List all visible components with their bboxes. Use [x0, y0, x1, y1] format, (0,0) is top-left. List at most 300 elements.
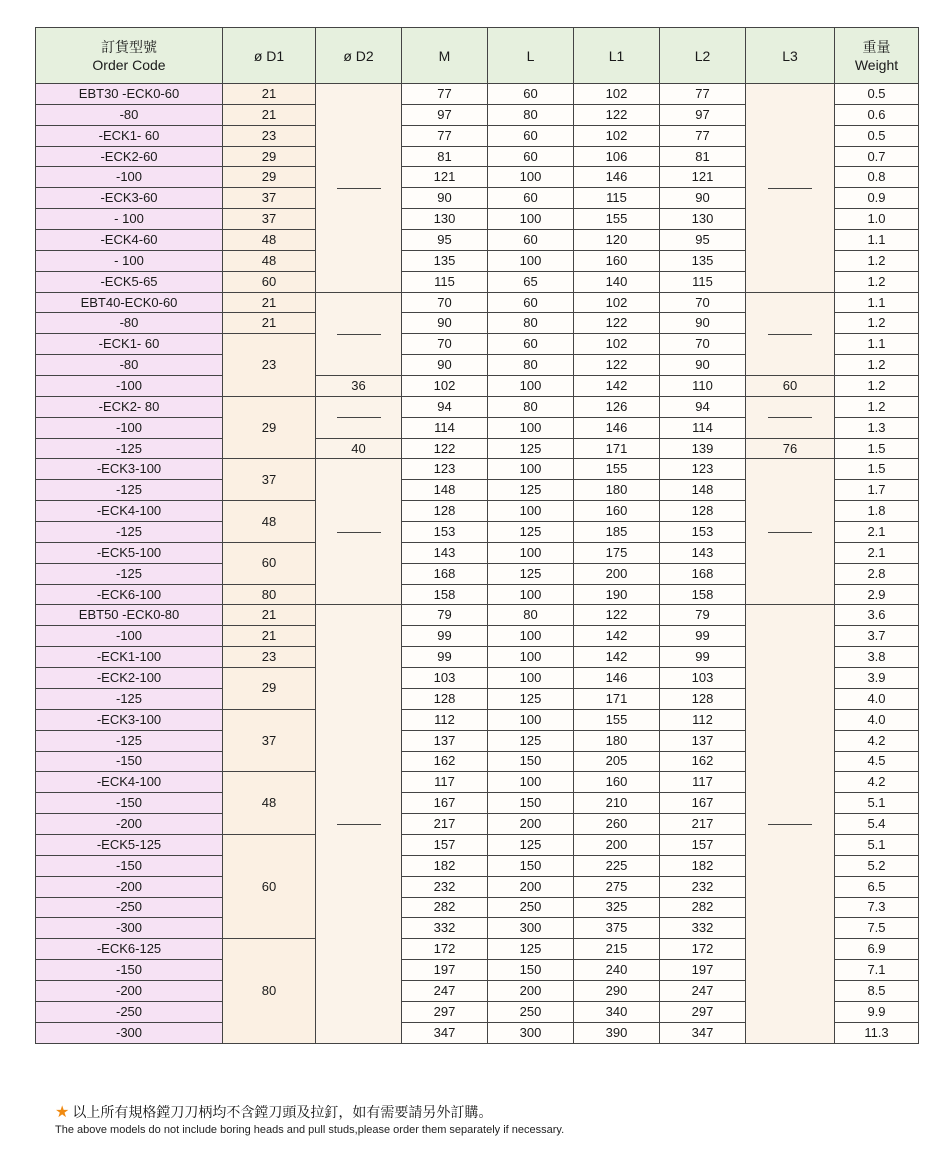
l2-cell: 162 — [660, 751, 746, 772]
m-cell: 182 — [402, 855, 488, 876]
m-cell: 122 — [402, 438, 488, 459]
weight-cell: 4.0 — [835, 688, 919, 709]
l2-cell: 157 — [660, 834, 746, 855]
m-cell: 130 — [402, 209, 488, 230]
l1-cell: 122 — [574, 355, 660, 376]
weight-cell: 5.1 — [835, 793, 919, 814]
l3-cell: 76 — [746, 438, 835, 459]
order-code-cell: -ECK1-100 — [36, 647, 223, 668]
l-cell: 80 — [488, 355, 574, 376]
header-weight-zh: 重量 — [862, 38, 891, 55]
table-row — [36, 376, 919, 397]
m-cell: 332 — [402, 918, 488, 939]
weight-cell: 1.2 — [835, 250, 919, 271]
order-code-cell: -200 — [36, 814, 223, 835]
m-cell: 217 — [402, 814, 488, 835]
l2-cell: 197 — [660, 960, 746, 981]
l2-cell: 95 — [660, 230, 746, 251]
l-cell: 60 — [488, 188, 574, 209]
table-row — [36, 459, 919, 480]
l2-cell: 137 — [660, 730, 746, 751]
l2-cell: 112 — [660, 709, 746, 730]
m-cell: 115 — [402, 271, 488, 292]
weight-cell: 0.7 — [835, 146, 919, 167]
d1-cell: 48 — [223, 772, 316, 835]
table-row — [36, 84, 919, 105]
order-code-cell: -125 — [36, 480, 223, 501]
weight-cell: 1.2 — [835, 396, 919, 417]
m-cell: 103 — [402, 668, 488, 689]
weight-cell: 1.3 — [835, 417, 919, 438]
l1-cell: 180 — [574, 480, 660, 501]
l2-cell: 123 — [660, 459, 746, 480]
d1-cell: 21 — [223, 605, 316, 626]
m-cell: 143 — [402, 542, 488, 563]
weight-cell: 1.8 — [835, 501, 919, 522]
d2-cell — [316, 459, 402, 605]
m-cell: 117 — [402, 772, 488, 793]
l2-cell: 114 — [660, 417, 746, 438]
header-weight — [835, 28, 919, 84]
m-cell: 153 — [402, 522, 488, 543]
weight-cell: 9.9 — [835, 1001, 919, 1022]
weight-cell: 3.9 — [835, 668, 919, 689]
l1-cell: 122 — [574, 605, 660, 626]
l-cell: 150 — [488, 751, 574, 772]
l-cell: 200 — [488, 814, 574, 835]
l-cell: 80 — [488, 396, 574, 417]
l1-cell: 142 — [574, 647, 660, 668]
m-cell: 99 — [402, 626, 488, 647]
header-order-code-zh: 訂貨型號 — [101, 38, 157, 55]
m-cell: 297 — [402, 1001, 488, 1022]
l2-cell: 130 — [660, 209, 746, 230]
l1-cell: 290 — [574, 980, 660, 1001]
m-cell: 232 — [402, 876, 488, 897]
order-code-cell: -ECK5-100 — [36, 542, 223, 563]
l2-cell: 77 — [660, 84, 746, 105]
l2-cell: 94 — [660, 396, 746, 417]
d1-cell: 21 — [223, 313, 316, 334]
l1-cell: 146 — [574, 417, 660, 438]
l2-cell: 282 — [660, 897, 746, 918]
l2-cell: 148 — [660, 480, 746, 501]
l-cell: 60 — [488, 334, 574, 355]
l1-cell: 180 — [574, 730, 660, 751]
order-code-cell: -300 — [36, 1022, 223, 1043]
m-cell: 347 — [402, 1022, 488, 1043]
order-code-cell: -150 — [36, 960, 223, 981]
l1-cell: 102 — [574, 292, 660, 313]
dash-placeholder — [337, 824, 381, 825]
l2-cell: 172 — [660, 939, 746, 960]
header-row — [36, 28, 919, 84]
l1-cell: 122 — [574, 104, 660, 125]
order-code-cell: -250 — [36, 1001, 223, 1022]
d2-cell — [316, 292, 402, 375]
dash-placeholder — [337, 334, 381, 335]
d1-cell: 29 — [223, 396, 316, 459]
l-cell: 150 — [488, 960, 574, 981]
order-code-cell: -150 — [36, 855, 223, 876]
l2-cell: 182 — [660, 855, 746, 876]
l-cell: 150 — [488, 793, 574, 814]
order-code-cell: -ECK1- 60 — [36, 334, 223, 355]
order-code-cell: -ECK2- 80 — [36, 396, 223, 417]
d1-cell: 21 — [223, 292, 316, 313]
l1-cell: 142 — [574, 626, 660, 647]
order-code-cell: -125 — [36, 688, 223, 709]
l-cell: 125 — [488, 730, 574, 751]
d2-cell — [316, 605, 402, 1043]
m-cell: 90 — [402, 355, 488, 376]
footnote-zh-text: 以上所有規格鏜刀刀柄均不含鏜刀頭及拉釘，如有需要請另外訂購。 — [72, 1105, 493, 1121]
order-code-cell: EBT40-ECK0-60 — [36, 292, 223, 313]
header-d1: ø D1 — [223, 28, 316, 84]
l1-cell: 390 — [574, 1022, 660, 1043]
l1-cell: 120 — [574, 230, 660, 251]
order-code-cell: -100 — [36, 626, 223, 647]
d2-cell: 36 — [316, 376, 402, 397]
l2-cell: 90 — [660, 313, 746, 334]
l2-cell: 77 — [660, 125, 746, 146]
l2-cell: 167 — [660, 793, 746, 814]
l1-cell: 200 — [574, 563, 660, 584]
m-cell: 77 — [402, 125, 488, 146]
l2-cell: 99 — [660, 626, 746, 647]
l2-cell: 121 — [660, 167, 746, 188]
order-code-cell: -ECK2-60 — [36, 146, 223, 167]
weight-cell: 0.5 — [835, 125, 919, 146]
l1-cell: 190 — [574, 584, 660, 605]
l2-cell: 347 — [660, 1022, 746, 1043]
header-order-code — [36, 28, 223, 84]
l-cell: 150 — [488, 855, 574, 876]
order-code-cell: -ECK2-100 — [36, 668, 223, 689]
order-code-cell: -80 — [36, 355, 223, 376]
l1-cell: 160 — [574, 501, 660, 522]
order-code-cell: -150 — [36, 793, 223, 814]
m-cell: 102 — [402, 376, 488, 397]
weight-cell: 0.5 — [835, 84, 919, 105]
d1-cell: 60 — [223, 271, 316, 292]
d2-cell: 40 — [316, 438, 402, 459]
header-l3: L3 — [746, 28, 835, 84]
order-code-cell: EBT50 -ECK0-80 — [36, 605, 223, 626]
m-cell: 70 — [402, 292, 488, 313]
m-cell: 90 — [402, 188, 488, 209]
l-cell: 125 — [488, 688, 574, 709]
weight-cell: 4.2 — [835, 730, 919, 751]
order-code-cell: -ECK3-100 — [36, 709, 223, 730]
m-cell: 70 — [402, 334, 488, 355]
l2-cell: 99 — [660, 647, 746, 668]
d1-cell: 48 — [223, 250, 316, 271]
weight-cell: 7.1 — [835, 960, 919, 981]
l-cell: 100 — [488, 167, 574, 188]
weight-cell: 1.0 — [835, 209, 919, 230]
l-cell: 100 — [488, 250, 574, 271]
m-cell: 95 — [402, 230, 488, 251]
l2-cell: 70 — [660, 292, 746, 313]
l3-cell — [746, 396, 835, 438]
d2-cell — [316, 84, 402, 293]
l-cell: 80 — [488, 605, 574, 626]
dash-placeholder — [768, 188, 812, 189]
l-cell: 60 — [488, 125, 574, 146]
m-cell: 247 — [402, 980, 488, 1001]
header-l: L — [488, 28, 574, 84]
order-code-cell: -125 — [36, 730, 223, 751]
d1-cell: 23 — [223, 647, 316, 668]
m-cell: 94 — [402, 396, 488, 417]
l-cell: 125 — [488, 939, 574, 960]
l2-cell: 135 — [660, 250, 746, 271]
d1-cell: 29 — [223, 167, 316, 188]
order-code-cell: -250 — [36, 897, 223, 918]
weight-cell: 1.1 — [835, 292, 919, 313]
order-code-cell: -125 — [36, 563, 223, 584]
l3-cell: 60 — [746, 376, 835, 397]
m-cell: 128 — [402, 501, 488, 522]
l1-cell: 205 — [574, 751, 660, 772]
l-cell: 80 — [488, 313, 574, 334]
d1-cell: 37 — [223, 709, 316, 772]
weight-cell: 4.0 — [835, 709, 919, 730]
order-code-cell: -200 — [36, 876, 223, 897]
footnote-zh-line — [55, 1103, 915, 1122]
d1-cell: 37 — [223, 209, 316, 230]
order-code-cell: -ECK3-60 — [36, 188, 223, 209]
weight-cell: 6.5 — [835, 876, 919, 897]
l1-cell: 102 — [574, 125, 660, 146]
spec-table — [35, 27, 919, 1044]
order-code-cell: EBT30 -ECK0-60 — [36, 84, 223, 105]
order-code-cell: - 100 — [36, 209, 223, 230]
l1-cell: 185 — [574, 522, 660, 543]
l1-cell: 146 — [574, 668, 660, 689]
l-cell: 60 — [488, 292, 574, 313]
d1-cell: 29 — [223, 146, 316, 167]
m-cell: 128 — [402, 688, 488, 709]
l2-cell: 115 — [660, 271, 746, 292]
l-cell: 200 — [488, 876, 574, 897]
order-code-cell: -150 — [36, 751, 223, 772]
weight-cell: 1.2 — [835, 376, 919, 397]
l-cell: 100 — [488, 501, 574, 522]
weight-cell: 7.3 — [835, 897, 919, 918]
l-cell: 300 — [488, 1022, 574, 1043]
order-code-cell: -ECK3-100 — [36, 459, 223, 480]
l-cell: 100 — [488, 709, 574, 730]
d1-cell: 23 — [223, 334, 316, 397]
l-cell: 300 — [488, 918, 574, 939]
l2-cell: 332 — [660, 918, 746, 939]
m-cell: 282 — [402, 897, 488, 918]
l2-cell: 97 — [660, 104, 746, 125]
l-cell: 125 — [488, 522, 574, 543]
weight-cell: 2.1 — [835, 522, 919, 543]
d2-cell — [316, 396, 402, 438]
weight-cell: 6.9 — [835, 939, 919, 960]
l-cell: 200 — [488, 980, 574, 1001]
l2-cell: 128 — [660, 688, 746, 709]
weight-cell: 2.8 — [835, 563, 919, 584]
l1-cell: 160 — [574, 250, 660, 271]
l-cell: 100 — [488, 459, 574, 480]
order-code-cell: -ECK6-125 — [36, 939, 223, 960]
m-cell: 90 — [402, 313, 488, 334]
spec-table-body — [36, 84, 919, 1044]
l3-cell — [746, 84, 835, 293]
l1-cell: 142 — [574, 376, 660, 397]
weight-cell: 4.5 — [835, 751, 919, 772]
d1-cell: 80 — [223, 584, 316, 605]
table-row — [36, 438, 919, 459]
weight-cell: 1.2 — [835, 271, 919, 292]
dash-placeholder — [337, 417, 381, 418]
dash-placeholder — [768, 417, 812, 418]
m-cell: 197 — [402, 960, 488, 981]
l1-cell: 175 — [574, 542, 660, 563]
l2-cell: 103 — [660, 668, 746, 689]
l-cell: 65 — [488, 271, 574, 292]
d1-cell: 21 — [223, 84, 316, 105]
l2-cell: 297 — [660, 1001, 746, 1022]
l-cell: 100 — [488, 626, 574, 647]
weight-cell: 3.6 — [835, 605, 919, 626]
dash-placeholder — [337, 188, 381, 189]
l1-cell: 115 — [574, 188, 660, 209]
m-cell: 148 — [402, 480, 488, 501]
m-cell: 97 — [402, 104, 488, 125]
l-cell: 100 — [488, 647, 574, 668]
weight-cell: 1.5 — [835, 438, 919, 459]
l2-cell: 79 — [660, 605, 746, 626]
order-code-cell: -ECK4-60 — [36, 230, 223, 251]
l2-cell: 90 — [660, 355, 746, 376]
m-cell: 168 — [402, 563, 488, 584]
l2-cell: 232 — [660, 876, 746, 897]
l3-cell — [746, 605, 835, 1043]
order-code-cell: -ECK4-100 — [36, 501, 223, 522]
l-cell: 100 — [488, 417, 574, 438]
weight-cell: 1.1 — [835, 230, 919, 251]
d1-cell: 21 — [223, 104, 316, 125]
weight-cell: 0.6 — [835, 104, 919, 125]
l1-cell: 275 — [574, 876, 660, 897]
l-cell: 100 — [488, 209, 574, 230]
l-cell: 100 — [488, 542, 574, 563]
order-code-cell: -200 — [36, 980, 223, 1001]
l-cell: 250 — [488, 1001, 574, 1022]
l3-cell — [746, 292, 835, 375]
l-cell: 100 — [488, 772, 574, 793]
d1-cell: 21 — [223, 626, 316, 647]
header-d2: ø D2 — [316, 28, 402, 84]
l2-cell: 247 — [660, 980, 746, 1001]
l-cell: 125 — [488, 563, 574, 584]
star-icon: ★ — [55, 1102, 70, 1121]
l2-cell: 153 — [660, 522, 746, 543]
weight-cell: 5.4 — [835, 814, 919, 835]
m-cell: 172 — [402, 939, 488, 960]
m-cell: 135 — [402, 250, 488, 271]
weight-cell: 11.3 — [835, 1022, 919, 1043]
l1-cell: 106 — [574, 146, 660, 167]
l1-cell: 171 — [574, 438, 660, 459]
m-cell: 81 — [402, 146, 488, 167]
weight-cell: 8.5 — [835, 980, 919, 1001]
m-cell: 121 — [402, 167, 488, 188]
l1-cell: 210 — [574, 793, 660, 814]
d1-cell: 29 — [223, 668, 316, 710]
weight-cell: 2.9 — [835, 584, 919, 605]
l2-cell: 168 — [660, 563, 746, 584]
weight-cell: 1.7 — [835, 480, 919, 501]
order-code-cell: -300 — [36, 918, 223, 939]
l1-cell: 375 — [574, 918, 660, 939]
l-cell: 125 — [488, 834, 574, 855]
order-code-cell: -ECK5-125 — [36, 834, 223, 855]
l-cell: 100 — [488, 376, 574, 397]
l1-cell: 200 — [574, 834, 660, 855]
order-code-cell: -80 — [36, 104, 223, 125]
d1-cell: 37 — [223, 188, 316, 209]
l-cell: 60 — [488, 146, 574, 167]
order-code-cell: -100 — [36, 376, 223, 397]
l1-cell: 140 — [574, 271, 660, 292]
l3-cell — [746, 459, 835, 605]
weight-cell: 2.1 — [835, 542, 919, 563]
l-cell: 125 — [488, 438, 574, 459]
l-cell: 250 — [488, 897, 574, 918]
m-cell: 123 — [402, 459, 488, 480]
order-code-cell: -80 — [36, 313, 223, 334]
l2-cell: 117 — [660, 772, 746, 793]
order-code-cell: -ECK4-100 — [36, 772, 223, 793]
m-cell: 137 — [402, 730, 488, 751]
order-code-cell: -ECK1- 60 — [36, 125, 223, 146]
weight-cell: 5.2 — [835, 855, 919, 876]
l1-cell: 171 — [574, 688, 660, 709]
weight-cell: 1.5 — [835, 459, 919, 480]
order-code-cell: -ECK6-100 — [36, 584, 223, 605]
dash-placeholder — [337, 532, 381, 533]
l2-cell: 217 — [660, 814, 746, 835]
l-cell: 60 — [488, 230, 574, 251]
weight-cell: 0.8 — [835, 167, 919, 188]
header-m: M — [402, 28, 488, 84]
m-cell: 114 — [402, 417, 488, 438]
l1-cell: 325 — [574, 897, 660, 918]
l2-cell: 128 — [660, 501, 746, 522]
order-code-cell: -125 — [36, 438, 223, 459]
header-weight-en: Weight — [854, 56, 899, 73]
dash-placeholder — [768, 334, 812, 335]
l1-cell: 260 — [574, 814, 660, 835]
l-cell: 125 — [488, 480, 574, 501]
l2-cell: 158 — [660, 584, 746, 605]
weight-cell: 0.9 — [835, 188, 919, 209]
l1-cell: 102 — [574, 334, 660, 355]
l2-cell: 90 — [660, 188, 746, 209]
m-cell: 79 — [402, 605, 488, 626]
header-order-code-en: Order Code — [92, 56, 166, 73]
l1-cell: 102 — [574, 84, 660, 105]
l1-cell: 146 — [574, 167, 660, 188]
weight-cell: 4.2 — [835, 772, 919, 793]
